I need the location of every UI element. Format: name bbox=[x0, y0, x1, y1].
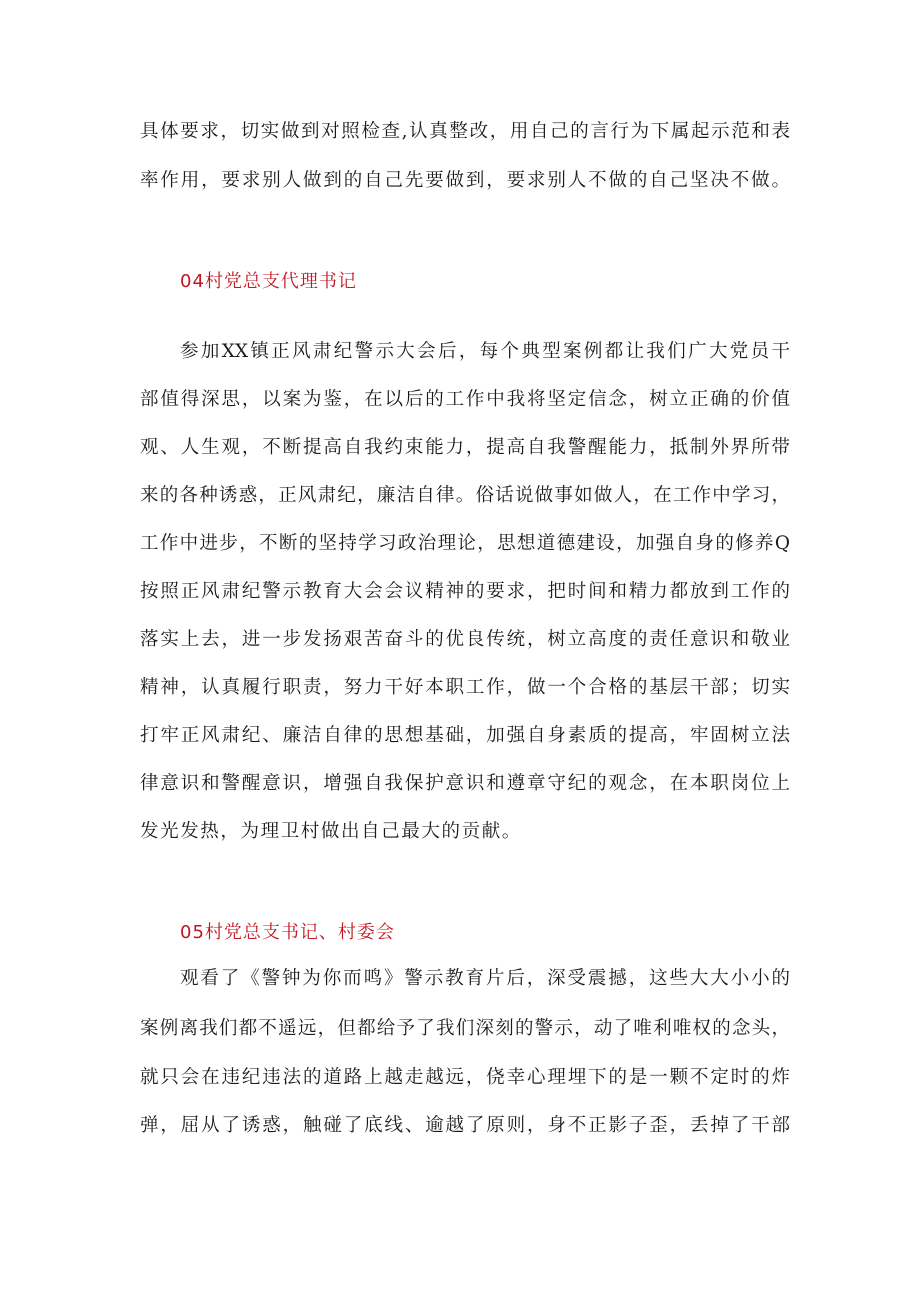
paragraph-line: 按照正风肃纪警示教育大会会议精神的要求，把时间和精力都放到工作的 bbox=[140, 581, 790, 602]
paragraph-line: 就只会在违纪违法的道路上越走越远，侥幸心理埋下的是一颗不定时的炸 bbox=[140, 1067, 790, 1088]
paragraph-line: 参加XX镇正风肃纪警示大会后，每个典型案例都让我们广大党员干 bbox=[180, 341, 790, 362]
section-heading-05: 05村党总支书记、村委会 bbox=[180, 922, 395, 943]
paragraph-line: 落实上去，进一步发扬艰苦奋斗的优良传统，树立高度的责任意识和敬业 bbox=[140, 629, 790, 650]
paragraph-line: 来的各种诱惑，正风肃纪，廉洁自律。俗话说做事如做人，在工作中学习， bbox=[140, 485, 790, 506]
paragraph-line: 弹，屈从了诱惑，触碰了底线、逾越了原则，身不正影子歪，丢掉了干部 bbox=[140, 1115, 790, 1136]
paragraph-line: 工作中进步，不断的坚持学习政治理论，思想道德建设，加强自身的修养Q bbox=[140, 533, 790, 554]
paragraph-line: 部值得深思，以案为鉴，在以后的工作中我将坚定信念，树立正确的价值 bbox=[140, 389, 790, 410]
paragraph-line: 律意识和警醒意识，增强自我保护意识和遵章守纪的观念，在本职岗位上 bbox=[140, 773, 790, 794]
paragraph-line: 具体要求，切实做到对照检查,认真整改，用自己的言行为下属起示范和表 bbox=[140, 121, 790, 142]
paragraph-line: 案例离我们都不遥远，但都给予了我们深刻的警示，动了唯利唯权的念头， bbox=[140, 1018, 790, 1039]
paragraph-line: 打牢正风肃纪、廉洁自律的思想基础，加强自身素质的提高，牢固树立法 bbox=[140, 725, 790, 746]
paragraph-line: 率作用，要求别人做到的自己先要做到，要求别人不做的自己坚决不做。 bbox=[140, 170, 790, 191]
section-heading-04: 04村党总支代理书记 bbox=[180, 271, 357, 292]
paragraph-line: 观看了《警钟为你而鸣》警示教育片后，深受震撼，这些大大小小的 bbox=[180, 968, 790, 989]
paragraph-line: 发光发热，为理卫村做出自己最大的贡献。 bbox=[140, 821, 522, 842]
paragraph-line: 精神，认真履行职责，努力干好本职工作，做一个合格的基层干部；切实 bbox=[140, 677, 790, 698]
paragraph-line: 观、人生观，不断提高自我约束能力，提高自我警醒能力，抵制外界所带 bbox=[140, 437, 790, 458]
